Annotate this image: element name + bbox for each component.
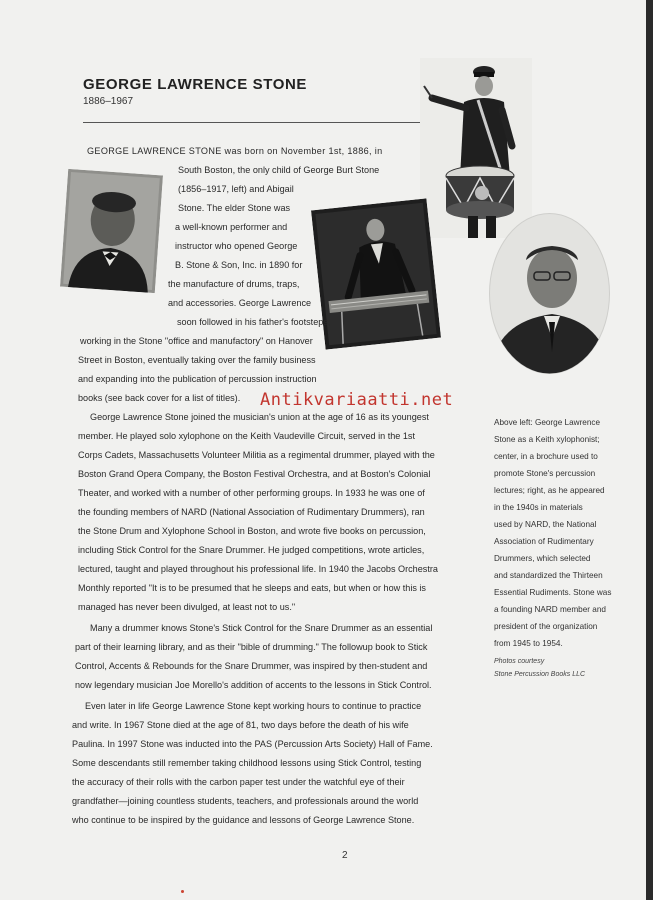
body-line-18: Boston Grand Opera Company, the Boston Festival Orchestra, and at Boston's Colonial — [78, 469, 431, 479]
body-line-14: books (see back cover for a list of titles). — [78, 393, 241, 403]
body-line-9: and accessories. George Lawrence — [168, 298, 312, 308]
body-line-28: Control, Accents & Rebounds for the Snare Drummer, was inspired by then-student and — [75, 661, 428, 671]
body-line-16: member. He played solo xylophone on the Keith Vaudeville Circuit, served in the 1st — [78, 431, 415, 441]
body-line-26: Many a drummer knows Stone's Stick Control for the Snare Drummer as an essential — [90, 623, 433, 633]
caption-line-14: from 1945 to 1954. — [494, 639, 563, 648]
body-line-34: the accuracy of their rolls with the carbon paper test under the watchful eye of their — [72, 777, 405, 787]
body-line-30: Even later in life George Lawrence Stone kept working hours to continue to practice — [85, 701, 422, 711]
photo-drummer — [420, 58, 532, 238]
photo-credit-line-1: Photos courtesy — [494, 658, 545, 665]
caption-line-9: Drummers, which selected — [494, 554, 591, 563]
body-line-12: Street in Boston, eventually taking over the family business — [78, 355, 316, 365]
caption-line-4: promote Stone's percussion — [494, 469, 596, 478]
scan-speck — [181, 890, 184, 893]
body-line-23: lectured, taught and played throughout his professional life. In 1940 the Jacobs Orchestra — [78, 564, 438, 574]
body-line-20: the founding members of NARD (National Association of Rudimentary Drummers), ran — [78, 507, 425, 517]
body-line-21: the Stone Drum and Xylophone School in Boston, and wrote five books on percussion, — [78, 526, 426, 536]
caption-line-10: and standardized the Thirteen — [494, 571, 603, 580]
caption-line-3: center, in a brochure used to — [494, 452, 598, 461]
body-line-35: grandfather—joining countless students, teachers, and professionals around the world — [72, 796, 419, 806]
title-rule — [83, 122, 448, 123]
photo-xylophonist — [311, 198, 441, 349]
body-line-27: part of their learning library, and as their "bible of drumming." The followup book to Stick — [75, 642, 428, 652]
body-line-17: Corps Cadets, Massachusetts Volunteer Militia as a regimental drummer, played with the — [78, 450, 435, 460]
body-line-4: Stone. The elder Stone was — [178, 203, 291, 213]
body-line-11: working in the Stone "office and manufactory" on Hanover — [80, 336, 313, 346]
body-line-6: instructor who opened George — [175, 241, 298, 251]
body-line-29: now legendary musician Joe Morello's addition of accents to the lessons in Stick Control. — [75, 680, 432, 690]
caption-line-6: in the 1940s in materials — [494, 503, 583, 512]
body-line-19: Theater, and worked with a number of other performing groups. In 1933 he was one of — [78, 488, 425, 498]
body-line-7: B. Stone & Son, Inc. in 1890 for — [175, 260, 303, 270]
body-line-32: Paulina. In 1997 Stone was inducted into the PAS (Percussion Arts Society) Hall of Fame. — [72, 739, 433, 749]
caption-line-11: Essential Rudiments. Stone was — [494, 588, 612, 597]
caption-line-8: Association of Rudimentary — [494, 537, 594, 546]
caption-line-7: used by NARD, the National — [494, 520, 597, 529]
body-line-33: Some descendants still remember taking childhood lessons using Stick Control, testing — [72, 758, 422, 768]
body-line-22: including Stick Control for the Snare Drummer. He judged competitions, wrote articles, — [78, 545, 425, 555]
body-line-31: and write. In 1967 Stone died at the age of 81, two days before the death of his wife — [72, 720, 409, 730]
body-line-15: George Lawrence Stone joined the musician's union at the age of 16 as its youngest — [90, 412, 429, 422]
body-line-3: (1856–1917, left) and Abigail — [178, 184, 294, 194]
caption-line-2: Stone as a Keith xylophonist; — [494, 435, 600, 444]
body-line-2: South Boston, the only child of George Burt Stone — [178, 165, 380, 175]
caption-line-5: lectures; right, as he appeared — [494, 486, 605, 495]
caption-line-1: Above left: George Lawrence — [494, 418, 601, 427]
body-line-24: Monthly reported "It is to be presumed that he sleeps and eats, but when or how this is — [78, 583, 426, 593]
body-line-25: managed has never been divulged, at least not to us." — [78, 602, 296, 612]
body-line-36: who continue to be inspired by the guidance and lessons of George Lawrence Stone. — [72, 815, 415, 825]
watermark: Antikvariaatti.net — [260, 390, 454, 410]
page-number: 2 — [342, 850, 348, 861]
body-line-1: GEORGE LAWRENCE STONE was born on November 1st, 1886, in — [87, 146, 383, 156]
caption-line-13: president of the organization — [494, 622, 598, 631]
page-title: GEORGE LAWRENCE STONE — [83, 76, 308, 93]
body-line-10: soon followed in his father's footsteps, — [177, 317, 331, 327]
body-line-13: and expanding into the publication of percussion instruction — [78, 374, 317, 384]
photo-oval-portrait-1940s — [488, 212, 611, 375]
page-edge-shadow — [646, 0, 653, 900]
photo-george-burt-stone — [60, 169, 163, 293]
life-years: 1886–1967 — [83, 96, 134, 107]
caption-line-12: a founding NARD member and — [494, 605, 606, 614]
photo-credit-line-2: Stone Percussion Books LLC — [494, 671, 586, 678]
body-line-8: the manufacture of drums, traps, — [168, 279, 300, 289]
body-line-5: a well-known performer and — [175, 222, 288, 232]
